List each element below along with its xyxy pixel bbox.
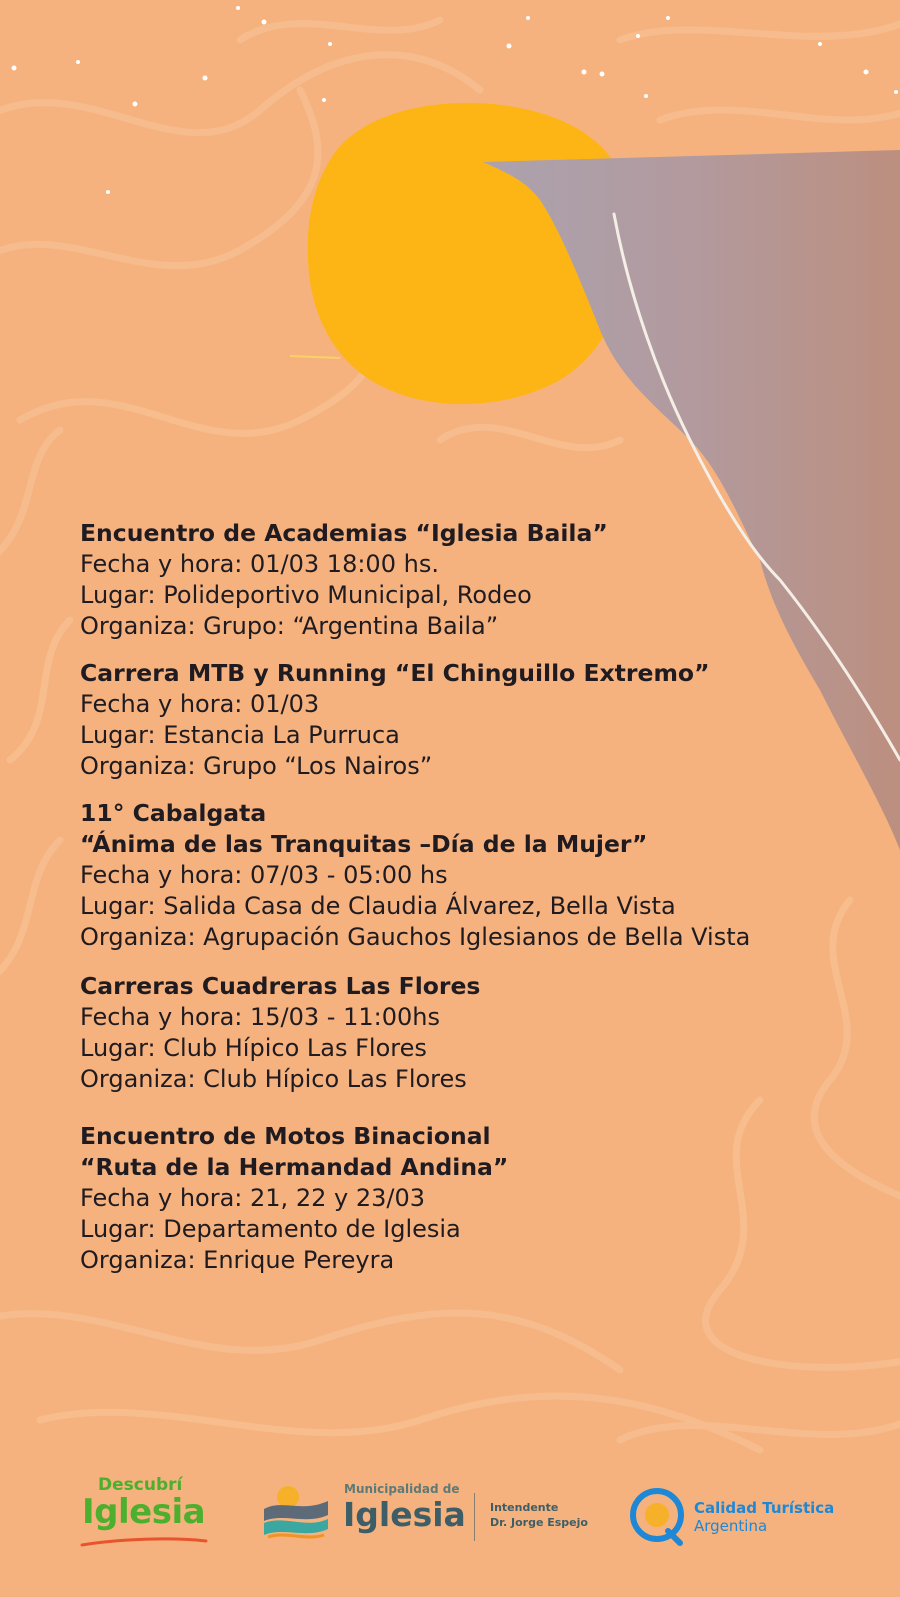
- event-title: 11° Cabalgata: [80, 799, 267, 827]
- events-list: [80, 518, 880, 1292]
- event-lugar: Lugar: Departamento de Iglesia: [80, 1215, 461, 1243]
- event-organiza: Organiza: Enrique Pereyra: [80, 1246, 395, 1274]
- event-title: “Ruta de la Hermandad Andina”: [80, 1153, 509, 1181]
- descubri-logo-small: Descubrí: [98, 1475, 183, 1495]
- event-fecha: Fecha y hora: 15/03 - 11:00hs: [80, 1003, 440, 1031]
- event-fecha: Fecha y hora: 21, 22 y 23/03: [80, 1184, 425, 1212]
- descubri-swoosh: [80, 1535, 210, 1549]
- event-block: [80, 518, 880, 642]
- event-title: Encuentro de Academias “Iglesia Baila”: [80, 519, 608, 547]
- municipalidad-emblem-icon: [262, 1483, 334, 1545]
- sun-glint: [290, 356, 340, 358]
- event-block: [80, 658, 880, 782]
- municipalidad-small: Municipalidad de: [344, 1482, 460, 1496]
- event-lugar: Lugar: Salida Casa de Claudia Álvarez, Bella Vista: [80, 892, 676, 920]
- event-fecha: Fecha y hora: 01/03 18:00 hs.: [80, 550, 439, 578]
- event-organiza: Organiza: Agrupación Gauchos Iglesianos de Bella Vista: [80, 923, 751, 951]
- municipalidad-big: Iglesia: [343, 1495, 466, 1534]
- event-lugar: Lugar: Club Hípico Las Flores: [80, 1034, 427, 1062]
- event-block: [80, 971, 880, 1095]
- event-organiza: Organiza: Grupo “Los Nairos”: [80, 752, 433, 780]
- event-title: Encuentro de Motos Binacional: [80, 1122, 491, 1150]
- event-block: [80, 798, 880, 953]
- calidad-turistica-line1: Calidad Turística: [694, 1499, 835, 1517]
- logo-divider: [474, 1493, 475, 1541]
- footer-logos: [0, 1465, 900, 1575]
- calidad-turistica-icon: [628, 1487, 686, 1547]
- event-title: Carrera MTB y Running “El Chinguillo Extremo”: [80, 659, 710, 687]
- event-fecha: Fecha y hora: 07/03 - 05:00 hs: [80, 861, 448, 889]
- event-block: [80, 1121, 880, 1276]
- event-title: Carreras Cuadreras Las Flores: [80, 972, 481, 1000]
- intendente-name: Dr. Jorge Espejo: [490, 1516, 588, 1529]
- event-fecha: Fecha y hora: 01/03: [80, 690, 320, 718]
- event-lugar: Lugar: Polideportivo Municipal, Rodeo: [80, 581, 532, 609]
- intendente-label: Intendente: [490, 1501, 559, 1514]
- event-organiza: Organiza: Club Hípico Las Flores: [80, 1065, 467, 1093]
- event-organiza: Organiza: Grupo: “Argentina Baila”: [80, 612, 499, 640]
- descubri-logo-big: Iglesia: [82, 1492, 206, 1532]
- event-title: “Ánima de las Tranquitas –Día de la Mujer”: [80, 830, 648, 858]
- calidad-turistica-line2: Argentina: [694, 1517, 768, 1535]
- event-lugar: Lugar: Estancia La Purruca: [80, 721, 400, 749]
